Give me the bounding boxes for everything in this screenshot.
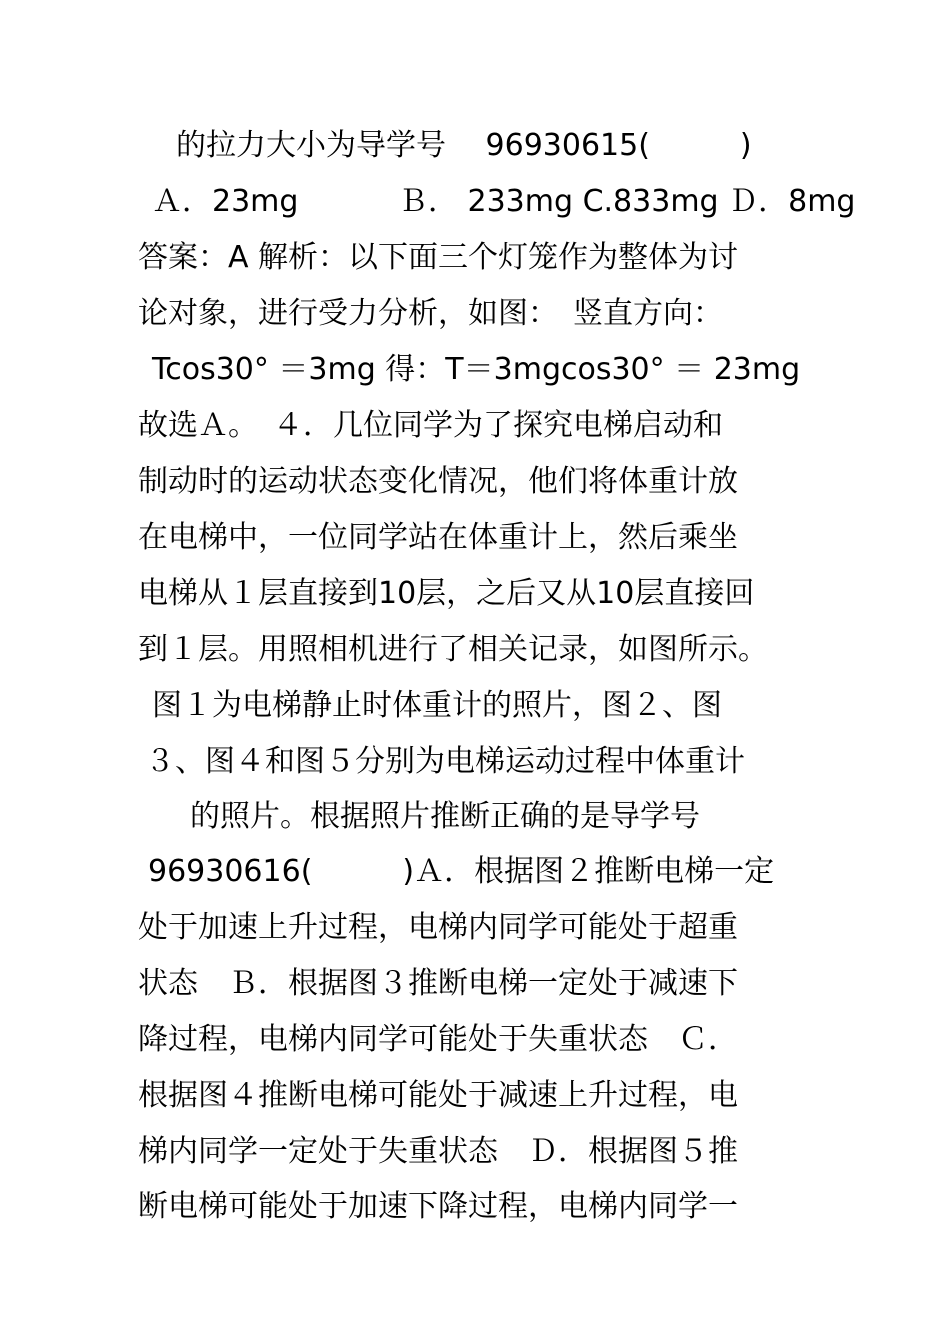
text-line: 梯内同学一定处于失重状态 Ｄ．根据图５推: [138, 1134, 738, 1169]
text-line: 根据图４推断电梯可能处于减速上升过程，电: [138, 1078, 738, 1113]
text-line: 答案：A 解析：以下面三个灯笼作为整体为讨: [138, 240, 739, 275]
text-line: 论对象，进行受力分析，如图： 竖直方向：: [138, 296, 723, 331]
text-line: Ａ．23mg Ｂ． 233mg C.833mg Ｄ．8mg: [152, 184, 856, 219]
text-line: Tcos30° ＝3mg 得：T＝3mgcos30° ＝ 23mg: [152, 352, 801, 387]
text-line: 图１为电梯静止时体重计的照片，图２、图: [152, 688, 722, 723]
text-line: 的拉力大小为导学号 96930615( ): [176, 128, 752, 163]
text-line: 降过程，电梯内同学可能处于失重状态 Ｃ．: [138, 1022, 738, 1057]
text-line: 状态 Ｂ．根据图３推断电梯一定处于减速下: [138, 966, 738, 1001]
text-line: 96930616( )Ａ．根据图２推断电梯一定: [148, 854, 775, 889]
text-line: 处于加速上升过程，电梯内同学可能处于超重: [138, 910, 738, 945]
text-line: 到１层。用照相机进行了相关记录，如图所示。: [138, 632, 768, 667]
text-line: 断电梯可能处于加速下降过程，电梯内同学一: [138, 1189, 738, 1224]
text-line: 制动时的运动状态变化情况，他们将体重计放: [138, 464, 738, 499]
text-line: 的照片。根据照片推断正确的是导学号: [190, 799, 700, 834]
text-line: ３、图４和图５分别为电梯运动过程中体重计: [145, 744, 745, 779]
text-line: 在电梯中，一位同学站在体重计上，然后乘坐: [138, 520, 738, 555]
text-line: 故选Ａ。 ４．几位同学为了探究电梯启动和: [138, 408, 723, 443]
text-line: 电梯从１层直接到10层，之后又从10层直接回: [138, 576, 755, 611]
